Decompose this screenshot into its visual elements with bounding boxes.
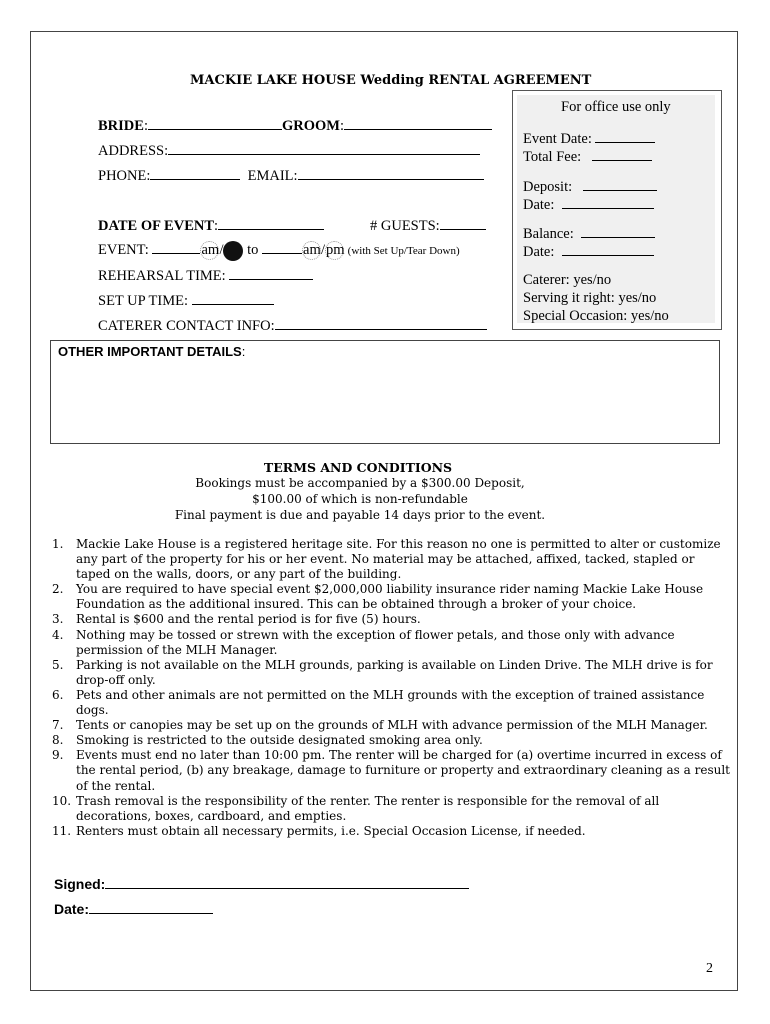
signature-date-row: [54, 900, 213, 917]
terms-item-number: 5.: [52, 657, 64, 672]
guests-row: [370, 216, 486, 235]
office-balance: Balance:: [523, 224, 655, 243]
office-deposit-date: Date:: [523, 195, 654, 214]
email-label: EMAIL:: [247, 168, 298, 184]
terms-item: [52, 537, 732, 582]
setup-note: (with Set Up/Tear Down): [347, 245, 460, 257]
terms-item-number: 4.: [52, 627, 64, 642]
terms-item: [52, 824, 732, 839]
rehearsal-row: [98, 266, 313, 285]
event-start-field[interactable]: [152, 240, 200, 254]
phone-field[interactable]: [150, 166, 240, 180]
event-label: EVENT:: [98, 242, 149, 258]
guests-field[interactable]: [440, 216, 486, 230]
terms-item-text: Mackie Lake House is a registered heritage site. For this reason no one is permitted to alter or customize any part of the property for his or her event. No material may be attached, affixed, tacked, stapled or taped on the walls, doors, or any part of the building.: [76, 537, 721, 582]
signature-date-label: Date:: [54, 901, 90, 917]
terms-item-text: Smoking is restricted to the outside designated smoking area only.: [76, 733, 483, 748]
event-end-field[interactable]: [262, 240, 302, 254]
bride-groom-row: BRIDE: GROOM:: [98, 116, 492, 135]
terms-list: [52, 537, 732, 839]
terms-item: [52, 628, 732, 658]
terms-item: [52, 582, 732, 612]
terms-item: [52, 612, 732, 627]
office-total-fee: Total Fee:: [523, 147, 652, 166]
signed-row: [54, 875, 469, 892]
am-start-option[interactable]: am: [201, 242, 220, 259]
bride-label: BRIDE: [98, 118, 144, 134]
terms-item: [52, 733, 732, 748]
setup-label: SET UP TIME:: [98, 293, 188, 309]
date-of-event-field[interactable]: [218, 216, 324, 230]
terms-item-text: Events must end no later than 10:00 pm. The renter will be charged for (a) overtime incurred in excess of the rental period, (b) any breakage, damage to furniture or property and extraordinary cleaning as a result of the rental.: [76, 748, 730, 793]
caterer-label: CATERER CONTACT INFO:: [98, 318, 275, 334]
terms-intro-3: Final payment is due and payable 14 days prior to the event.: [174, 508, 546, 522]
terms-item-text: Pets and other animals are not permitted on the MLH grounds with the exception of trained assistance dogs.: [76, 687, 705, 718]
terms-item: [52, 718, 732, 733]
office-title: For office use only: [561, 99, 671, 115]
am-end-option[interactable]: am: [303, 242, 321, 259]
terms-item-text: Trash removal is the responsibility of the renter. The renter is responsible for the removal of all decorations, boxes, cardboard, and empties.: [76, 793, 660, 823]
terms-item-text: Parking is not available on the MLH grounds, parking is available on Linden Drive. The MLH drive is for drop-off only.: [76, 657, 713, 687]
date-of-event-label: DATE OF EVENT: [98, 218, 215, 234]
terms-item-number: 7.: [52, 718, 64, 733]
rehearsal-label: REHEARSAL TIME:: [98, 268, 226, 284]
rehearsal-field[interactable]: [229, 266, 313, 280]
terms-item-number: 8.: [52, 733, 64, 748]
terms-item-number: 9.: [52, 748, 64, 763]
office-event-date: Event Date:: [523, 129, 655, 148]
address-field[interactable]: [168, 141, 480, 155]
terms-item-text: Renters must obtain all necessary permits, i.e. Special Occasion License, if needed.: [76, 823, 586, 838]
terms-item-text: You are required to have special event $2,000,000 liability insurance rider naming Mackie Lake House Foundation as the additional insured. This can be obtained through a broker of your choice.: [76, 582, 704, 612]
terms-item-number: 11.: [52, 823, 72, 838]
terms-title: TERMS AND CONDITIONS: [263, 460, 453, 475]
terms-item: [52, 794, 732, 824]
terms-item-text: Rental is $600 and the rental period is for five (5) hours.: [76, 612, 421, 627]
terms-item-number: 2.: [52, 582, 64, 597]
groom-label: GROOM: [281, 118, 340, 134]
terms-intro-1: Bookings must be accompanied by a $300.00 Deposit,: [195, 476, 525, 490]
office-special-occasion: Special Occasion: yes/no: [523, 308, 669, 324]
office-use-box: [512, 90, 722, 330]
email-field[interactable]: [298, 166, 484, 180]
terms-item: [52, 688, 732, 718]
phone-label: PHONE:: [98, 168, 151, 184]
office-serving: Serving it right: yes/no: [523, 290, 657, 306]
pm-end-option[interactable]: pm: [326, 242, 345, 259]
event-time-row: EVENT: am/ to am/pm (with Set Up/Tear Down): [98, 240, 460, 261]
office-caterer: Caterer: yes/no: [523, 272, 612, 288]
pm-start-option-selected[interactable]: [223, 241, 243, 261]
terms-item-number: 3.: [52, 612, 64, 627]
to-label: to: [247, 242, 259, 258]
document-title: MACKIE LAKE HOUSE Wedding RENTAL AGREEMENT: [190, 73, 592, 88]
office-deposit: Deposit:: [523, 177, 657, 196]
other-details-label: OTHER IMPORTANT DETAILS: [58, 344, 242, 359]
bride-field[interactable]: [148, 116, 282, 130]
terms-item-text: Nothing may be tossed or strewn with the exception of flower petals, and those only with advance permission of the MLH Manager.: [76, 627, 675, 657]
setup-row: [98, 291, 274, 310]
terms-item: [52, 748, 732, 793]
address-label: ADDRESS:: [98, 143, 169, 159]
signed-label: Signed:: [54, 876, 106, 892]
terms-item-number: 6.: [52, 687, 64, 702]
address-row: [98, 141, 480, 160]
signature-field[interactable]: [105, 875, 469, 889]
terms-item: [52, 658, 732, 688]
caterer-row: [98, 316, 487, 335]
office-balance-date: Date:: [523, 242, 654, 261]
phone-email-row: [98, 166, 484, 185]
page-number: 2: [706, 961, 713, 976]
setup-field[interactable]: [192, 291, 274, 305]
other-details-box[interactable]: OTHER IMPORTANT DETAILS:: [50, 340, 720, 444]
terms-item-number: 10.: [52, 793, 72, 808]
terms-item-number: 1.: [52, 537, 64, 551]
terms-intro-2: $100.00 of which is non-refundable: [252, 492, 468, 506]
caterer-field[interactable]: [275, 316, 487, 330]
date-of-event-row: DATE OF EVENT:: [98, 216, 324, 235]
signature-date-field[interactable]: [89, 900, 213, 914]
groom-field[interactable]: [344, 116, 492, 130]
guests-label: # GUESTS:: [370, 218, 440, 234]
terms-item-text: Tents or canopies may be set up on the grounds of MLH with advance permission of the MLH Manager.: [76, 718, 708, 733]
